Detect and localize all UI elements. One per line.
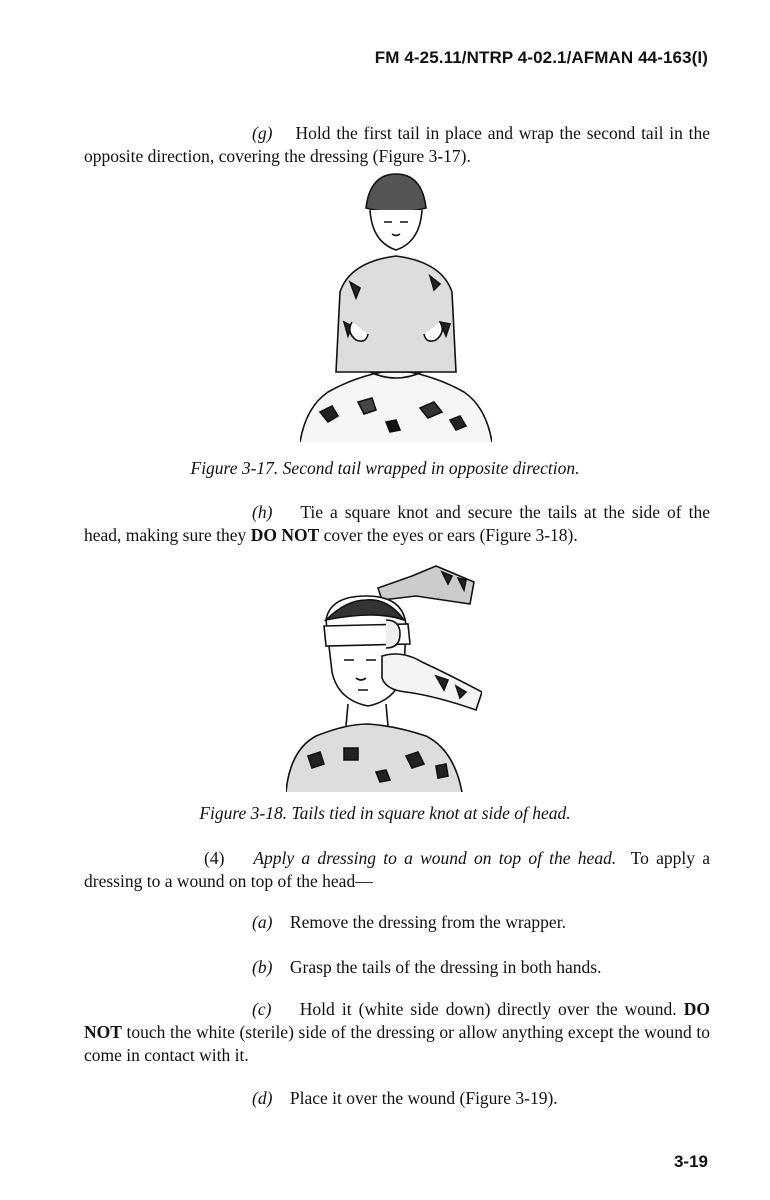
step-a-label: (a) bbox=[252, 912, 273, 932]
step-4-paragraph bbox=[84, 847, 710, 893]
step-c-text: Hold it (white side down) directly over the wound. bbox=[299, 999, 677, 1019]
step-h-label: (h) bbox=[252, 502, 273, 522]
step-d-label: (d) bbox=[252, 1088, 273, 1108]
document-header: FM 4-25.11/NTRP 4-02.1/AFMAN 44-163(I) bbox=[374, 48, 708, 67]
page-number: 3-19 bbox=[673, 1152, 708, 1171]
step-b-paragraph bbox=[252, 956, 601, 979]
figure-3-17-illustration bbox=[300, 172, 492, 448]
step-g-label: (g) bbox=[252, 123, 273, 143]
step-4-text: To apply a dressing to a wound on top of the head— bbox=[84, 848, 711, 891]
step-g-text: Hold the first tail in place and wrap the second tail in the opposite direction, covering the dressing (Figure 3-17). bbox=[84, 123, 710, 166]
step-g-paragraph bbox=[84, 122, 710, 168]
figure-3-17-caption: Figure 3-17. Second tail wrapped in opposite direction. bbox=[190, 458, 580, 478]
step-h-emphasis: DO NOT bbox=[250, 525, 320, 545]
step-c-label: (c) bbox=[252, 999, 272, 1019]
figure-3-18-caption: Figure 3-18. Tails tied in square knot at side of head. bbox=[199, 803, 571, 823]
step-c-paragraph bbox=[84, 998, 710, 1067]
step-4-label: (4) bbox=[204, 848, 225, 868]
step-4-title: Apply a dressing to a wound on top of the head. bbox=[253, 848, 617, 868]
step-h-text-before: Tie a square knot and secure the tails at the side of the head, making sure they bbox=[84, 502, 710, 545]
step-h-paragraph bbox=[84, 501, 710, 547]
step-d-text: Place it over the wound (Figure 3-19). bbox=[289, 1088, 558, 1108]
step-a-paragraph bbox=[252, 911, 566, 934]
step-a-text: Remove the dressing from the wrapper. bbox=[289, 912, 566, 932]
step-c-text-after: touch the white (sterile) side of the dressing or allow anything except the wound to come in contact with it. bbox=[84, 1022, 710, 1065]
figure-3-18-illustration bbox=[286, 560, 482, 792]
step-b-label: (b) bbox=[252, 957, 273, 977]
step-c-emphasis: DO NOT bbox=[84, 999, 711, 1042]
step-h-text-after: cover the eyes or ears (Figure 3-18). bbox=[319, 525, 578, 545]
step-d-paragraph bbox=[252, 1087, 558, 1110]
step-b-text: Grasp the tails of the dressing in both hands. bbox=[289, 957, 602, 977]
